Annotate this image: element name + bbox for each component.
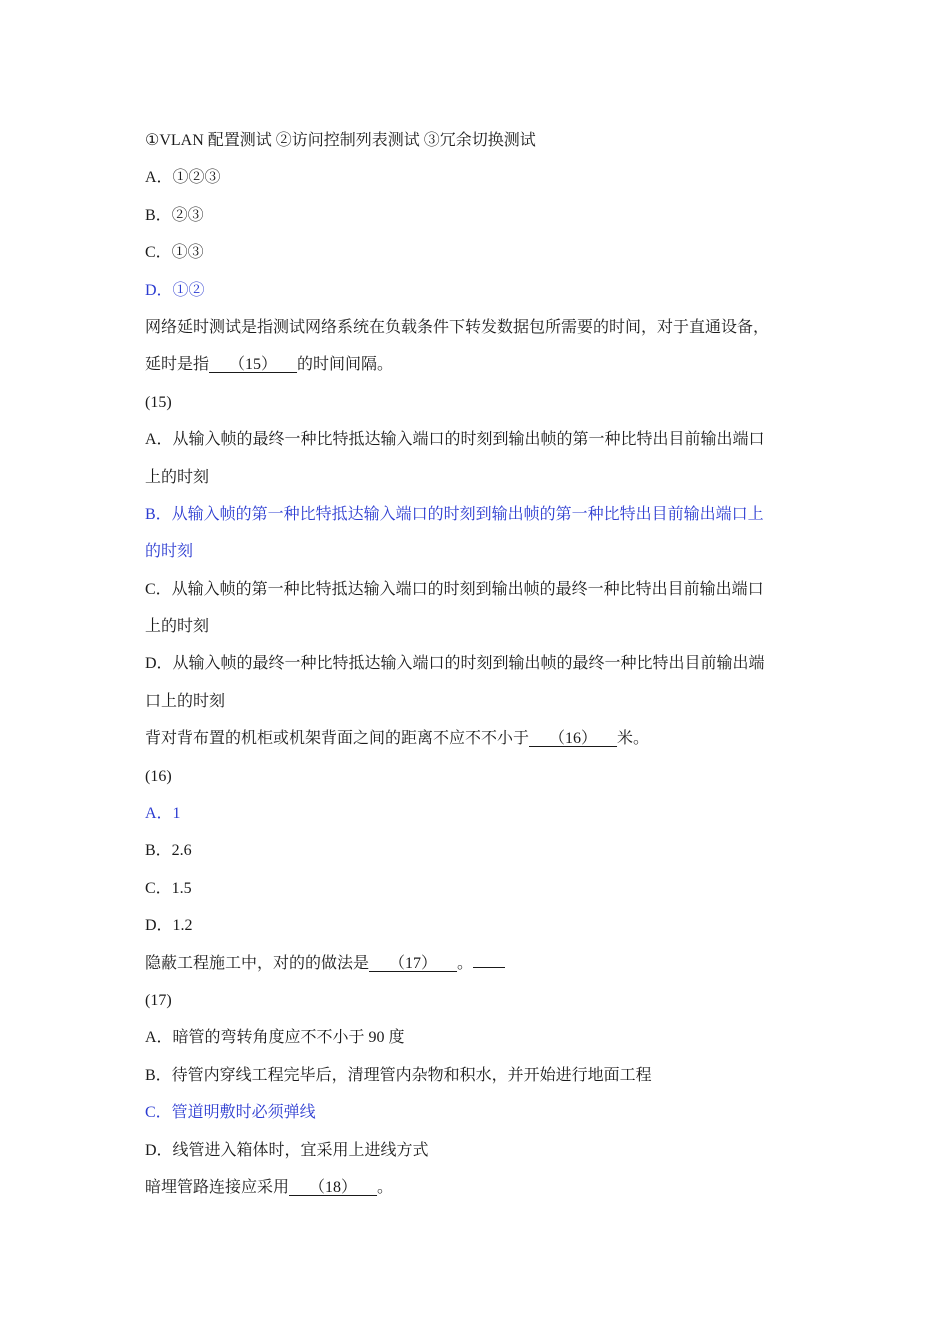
option-b: B．待管内穿线工程完毕后，清理管内杂物和积水，并开始进行地面工程 bbox=[145, 1066, 652, 1084]
option-a: A．暗管的弯转角度应不不小于 90 度 bbox=[145, 1029, 405, 1047]
question-15-stem-line2 bbox=[145, 346, 815, 383]
stem-text-before: 延时是指 bbox=[145, 356, 210, 374]
answer-blank-15: （15） bbox=[209, 356, 298, 374]
option-b-answer-line1: B．从输入帧的第一种比特抵达输入端口的时刻到输出帧的第一种比特出目前输出端口上 bbox=[145, 505, 764, 523]
option-d-answer: D．①② bbox=[145, 281, 205, 299]
option-c-line1: C．从输入帧的第一种比特抵达输入端口的时刻到输出帧的最终一种比特出目前输出端口 bbox=[145, 580, 764, 598]
stem-text-after: 的时间间隔。 bbox=[297, 356, 394, 374]
answer-blank-16: （16） bbox=[529, 730, 618, 748]
option-c-answer: C．管道明敷时必须弹线 bbox=[145, 1104, 316, 1122]
question-16-stem bbox=[145, 720, 815, 757]
stem-text-after: 。 bbox=[377, 1178, 394, 1196]
question-18-stem bbox=[145, 1169, 815, 1206]
trailing-underline bbox=[473, 953, 505, 968]
option-a: A．①②③ bbox=[145, 169, 221, 187]
option-c-line2: 上的时刻 bbox=[145, 618, 210, 636]
answer-blank-18: （18） bbox=[289, 1178, 378, 1196]
stem-text-before: 暗埋管路连接应采用 bbox=[145, 1178, 290, 1196]
stem-text-after: 。 bbox=[457, 954, 474, 972]
stem-text-after: 米。 bbox=[617, 730, 650, 748]
option-d: D．线管进入箱体时，宜采用上进线方式 bbox=[145, 1141, 429, 1159]
option-d-line1: D．从输入帧的最终一种比特抵达输入端口的时刻到输出帧的最终一种比特出目前输出端 bbox=[145, 655, 765, 673]
option-a-line2: 上的时刻 bbox=[145, 468, 210, 486]
option-d-line2: 口上的时刻 bbox=[145, 692, 226, 710]
option-d: D．1.2 bbox=[145, 917, 193, 935]
question-15-stem-line1: 网络延时测试是指测试网络系统在负载条件下转发数据包所需要的时间，对于直通设备， bbox=[145, 318, 770, 336]
option-c: C．①③ bbox=[145, 244, 204, 262]
document-page bbox=[145, 122, 815, 1206]
stem-text-before: 背对背布置的机柜或机架背面之间的距离不应不不小于 bbox=[145, 730, 530, 748]
option-c: C．1.5 bbox=[145, 879, 192, 897]
option-b: B．2.6 bbox=[145, 842, 192, 860]
question-17-number: (17) bbox=[145, 991, 172, 1009]
question-16-number: (16) bbox=[145, 767, 172, 785]
question-17-stem bbox=[145, 945, 815, 982]
option-a-line1: A．从输入帧的最终一种比特抵达输入端口的时刻到输出帧的第一种比特出目前输出端口 bbox=[145, 431, 765, 449]
option-b: B．②③ bbox=[145, 206, 204, 224]
answer-blank-17: （17） bbox=[369, 954, 458, 972]
stem-text-before: 隐蔽工程施工中，对的的做法是 bbox=[145, 954, 370, 972]
question-15-number: (15) bbox=[145, 393, 172, 411]
option-b-answer-line2: 的时刻 bbox=[145, 543, 194, 561]
option-a-answer: A．1 bbox=[145, 805, 181, 823]
question-14-items: ①VLAN 配置测试 ②访问控制列表测试 ③冗余切换测试 bbox=[145, 132, 536, 149]
